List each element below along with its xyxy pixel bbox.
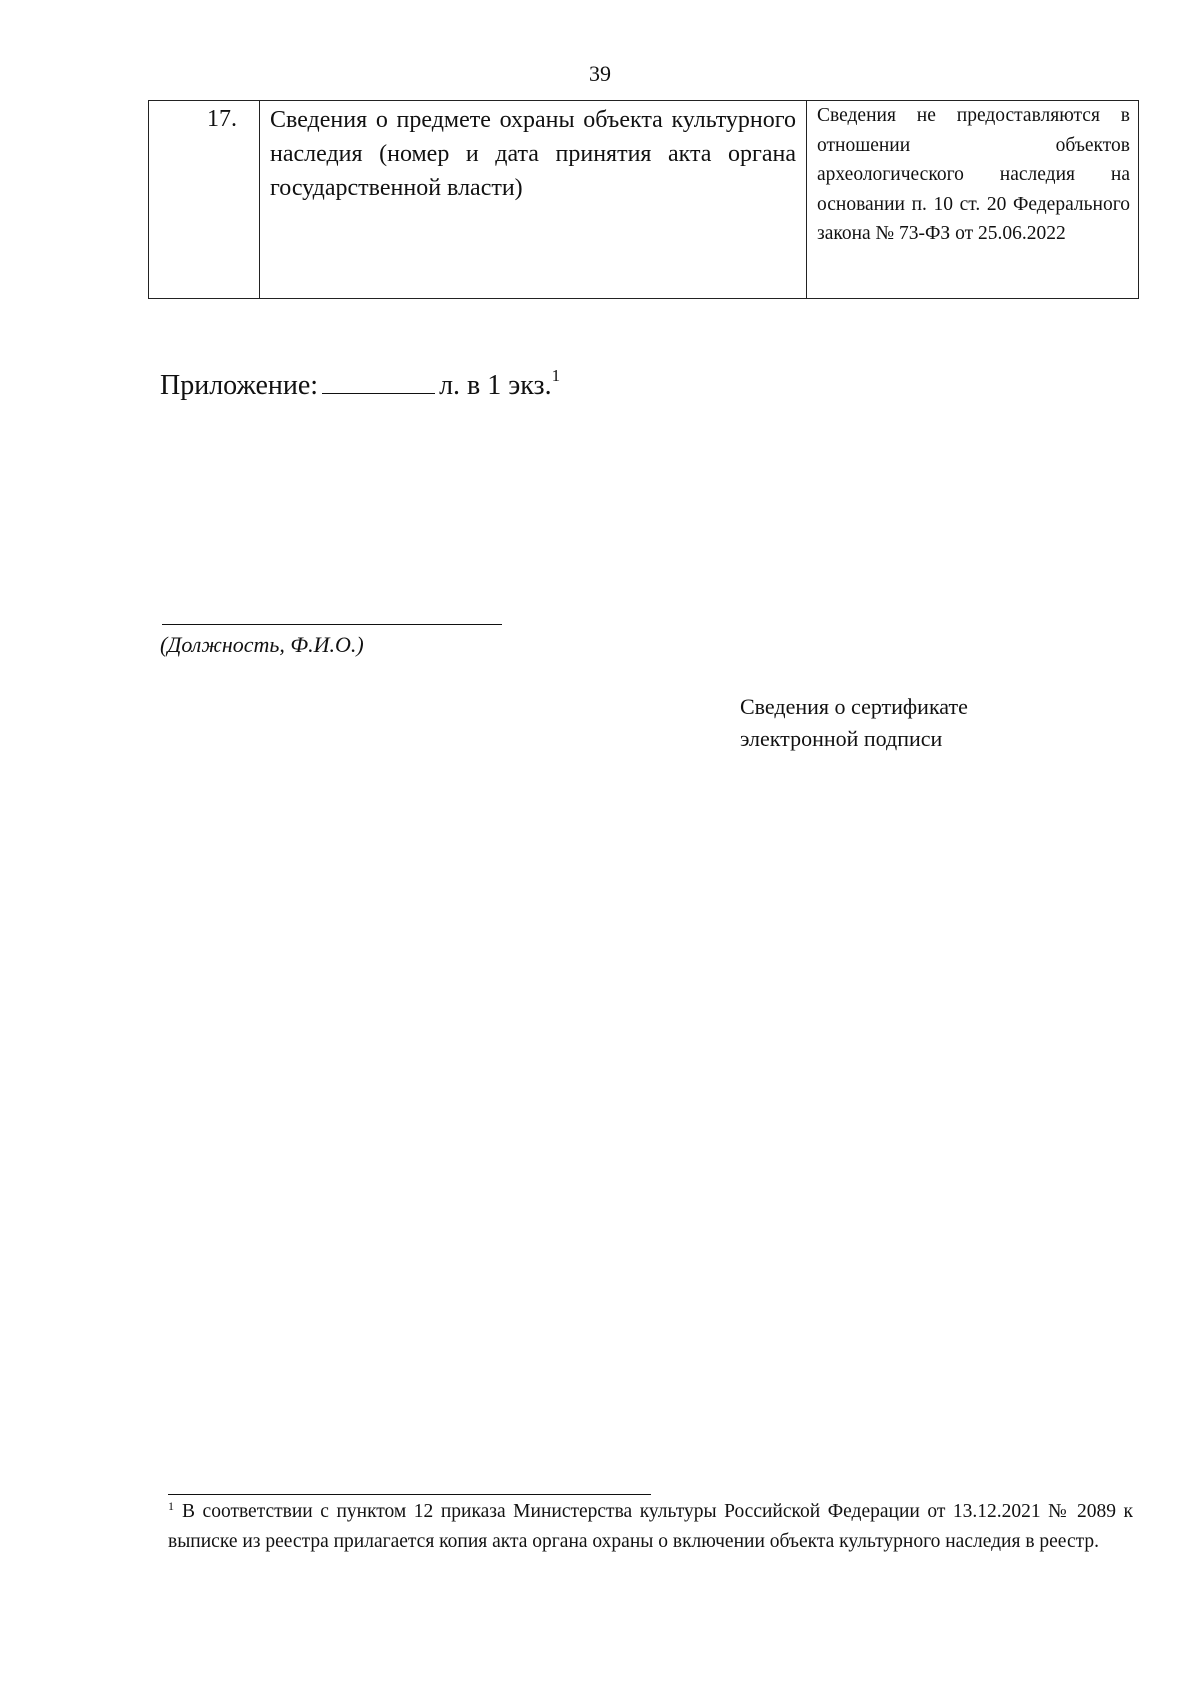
row-number-cell: [149, 101, 260, 299]
certificate-info: [740, 691, 968, 755]
row-value-cell: [807, 101, 1139, 299]
attachment-label: Приложение:: [160, 370, 319, 401]
attachment-footnote-mark: 1: [551, 366, 561, 385]
row-name-cell: [260, 101, 807, 299]
attachment-line: [160, 368, 560, 404]
footnote-mark: 1: [168, 1499, 174, 1513]
footnote: [168, 1497, 1133, 1557]
signature-caption: (Должность, Ф.И.О.): [160, 632, 364, 657]
attachment-suffix: л. в 1 экз.: [439, 370, 552, 401]
requisites-table: [148, 100, 1139, 299]
row-number: 17.: [207, 106, 237, 132]
certificate-line-1: Сведения о сертификате: [740, 694, 968, 719]
signature-line: [162, 624, 502, 625]
page-number: 39: [589, 61, 611, 86]
attachment-sheets-blank: [322, 369, 435, 394]
footnote-text: В соответствии с пунктом 12 приказа Министерства культуры Российской Федерации от 13.12.2021 № 2089 к выписке из реестра прилагается копия акта органа охраны о включении объекта культурного наследия в реестр.: [168, 1501, 1133, 1552]
row-value: Сведения не предоставляются в отношении объектов археологического наследия на основании п. 10 ст. 20 Федерального закона № 73-ФЗ от 25.06.2022: [817, 105, 1130, 244]
footnote-separator: [168, 1494, 651, 1495]
certificate-line-2: электронной подписи: [740, 726, 943, 751]
table-row: [149, 101, 1139, 299]
row-name: Сведения о предмете охраны объекта культурного наследия (номер и дата принятия акта органа государственной власти): [270, 107, 796, 201]
